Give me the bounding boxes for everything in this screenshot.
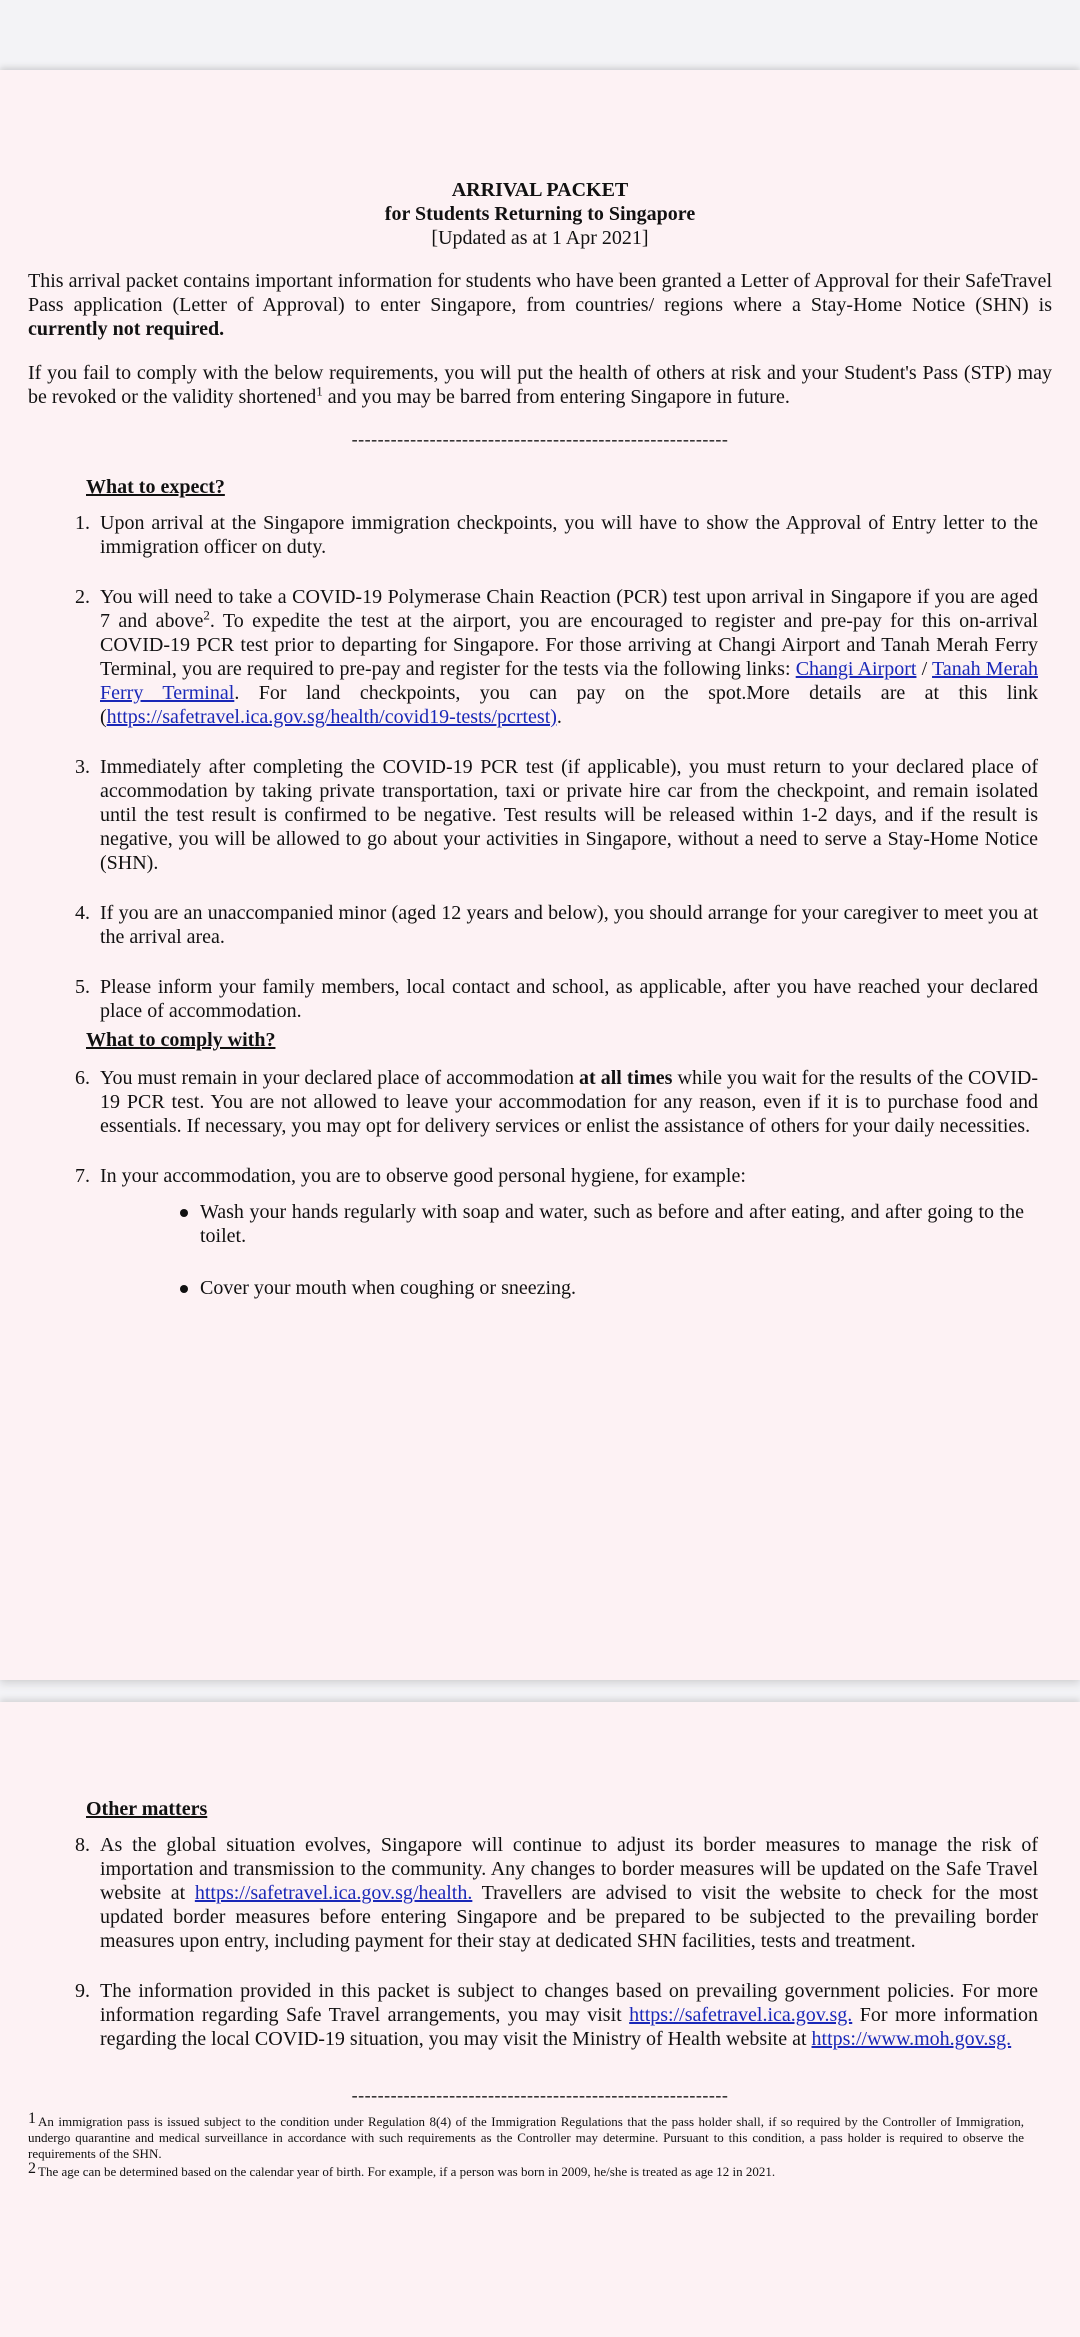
safetravel-link[interactable]: https://safetravel.ica.gov.sg. xyxy=(629,2004,853,2026)
list-item: 4. If you are an unaccompanied minor (aged 12 years and below), you should arrange for your caregiver to meet you at the arrival area. xyxy=(75,902,1038,948)
list-item: 6. You must remain in your declared place of accommodation at all times while you wait for the results of the COVID-19 PCR test. You are not allowed to leave your accommodation for any reason, even if it is to purchase food and essentials. If necessary, you may opt for delivery services or enlist the assistance of others for your daily necessities. xyxy=(75,1067,1039,1137)
list-item: 5. Please inform your family members, local contact and school, as applicable, after you have reached your declared place of accommodation. xyxy=(75,976,1038,1022)
document-page-1 xyxy=(0,70,1080,1680)
separator: ---------------------------------------------------------- xyxy=(351,2085,729,2105)
pcr-test-link[interactable]: https://safetravel.ica.gov.sg/health/covid19-tests/pcrtest) xyxy=(106,706,557,728)
section-heading-other: Other matters xyxy=(86,1798,208,1820)
numbered-list-comply xyxy=(28,1066,1052,1188)
numbered-list-expect xyxy=(28,511,1052,1023)
numbered-list-other xyxy=(28,1833,1052,2051)
title-block xyxy=(28,178,1052,250)
bullet-icon xyxy=(28,1200,200,1248)
intro-paragraph-1: This arrival packet contains important information for students who have been granted a Letter of Approval for their SafeTravel Pass application (Letter of Approval) to enter Singapore, from countries/ regions where a Stay-Home Notice (SHN) is currently not required. xyxy=(28,270,1052,340)
doc-title: ARRIVAL PACKET xyxy=(451,179,629,201)
intro-paragraph-2: If you fail to comply with the below requirements, you will put the health of others at risk and your Student's Pass (STP) may be revoked or the validity shortened$^1$ and you may be barred from entering Singapore in future. xyxy=(28,362,1052,408)
list-item: 3. Immediately after completing the COVID-19 PCR test (if applicable), you must return to your declared place of accommodation by taking private transportation, taxi or private hire car from the checkpoint, and remain isolated until the test result is confirmed to be negative. Test results will be released within 1-2 days, and if the result is negative, you will be allowed to go about your activities in Singapore, without a need to serve a Stay-Home Notice (SHN). xyxy=(75,756,1038,874)
safetravel-health-link[interactable]: https://safetravel.ica.gov.sg/health. xyxy=(194,1882,473,1904)
tanah-merah-link[interactable]: Tanah Merah Ferry Terminal xyxy=(100,658,1038,704)
list-item: 2. You will need to take a COVID-19 Polymerase Chain Reaction (PCR) test upon arrival in Singapore if you are aged 7 and above$^2$. To expedite the test at the airport, you are encouraged to register and pre-pay for this on-arrival COVID-19 PCR test prior to departing for Singapore. For those arriving at Changi Airport and Tanah Merah Ferry Terminal, you are required to pre-pay and register for the tests via the following links: Changi Airport / Tanah Merah Ferry Terminal. For land checkpoints, you can pay on the spot.More details are at this link (https://safetravel.ica.gov.sg/health/covid19-tests/pcrtest). xyxy=(75,586,1038,728)
footnote-2: 2 The age can be determined based on the calendar year of birth. For example, if a person was born in 2009, he/she is treated as age 12 in 2021. xyxy=(28,2160,776,2179)
list-item: 8. As the global situation evolves, Singapore will continue to adjust its border measures to manage the risk of importation and transmission to the community. Any changes to border measures will be updated on the Safe Travel website at https://safetravel.ica.gov.sg/health. Travellers are advised to visit the website to check for the most updated border measures before entering Singapore and be prepared to be subjected to the prevailing border measures upon entry, including payment for their stay at dedicated SHN facilities, tests and treatment. xyxy=(75,1834,1038,1952)
section-heading-comply: What to comply with? xyxy=(86,1029,276,1051)
document-page-2 xyxy=(0,1702,1080,2337)
separator: ---------------------------------------------------------- xyxy=(351,429,729,449)
list-item: 7. In your accommodation, you are to observe good personal hygiene, for example: xyxy=(75,1165,746,1187)
bullet-icon xyxy=(28,1276,200,1300)
bullet-item: Wash your hands regularly with soap and water, such as before and after eating, and after going to the toilet. xyxy=(28,1200,1052,1248)
footnote-1: 1 An immigration pass is issued subject to the condition under Regulation 8(4) of the Immigration Regulations that the pass holder shall, if so required by the Controller of Immigration, undergo quarantine and medical surveillance in accordance with such requirements as the Controller may determine. Pursuant to this condition, a pass holder is required to observe the requirements of the SHN. xyxy=(28,2110,1024,2161)
bullet-item: Cover your mouth when coughing or sneezing. xyxy=(28,1276,1052,1300)
bullet-list xyxy=(28,1200,1052,1300)
list-item: 1. Upon arrival at the Singapore immigration checkpoints, you will have to show the Approval of Entry letter to the immigration officer on duty. xyxy=(75,512,1038,558)
doc-subtitle: for Students Returning to Singapore xyxy=(384,203,696,225)
doc-updated: [Updated as at 1 Apr 2021] xyxy=(431,227,649,249)
changi-airport-link[interactable]: Changi Airport xyxy=(795,658,917,680)
list-item: 9. The information provided in this packet is subject to changes based on prevailing government policies. For more information regarding Safe Travel arrangements, you may visit https://safetravel.ica.gov.sg. For more information regarding the local COVID-19 situation, you may visit the Ministry of Health website at https://www.moh.gov.sg. xyxy=(75,1980,1038,2050)
section-heading-expect: What to expect? xyxy=(86,476,225,498)
moh-link[interactable]: https://www.moh.gov.sg. xyxy=(811,2028,1012,2050)
